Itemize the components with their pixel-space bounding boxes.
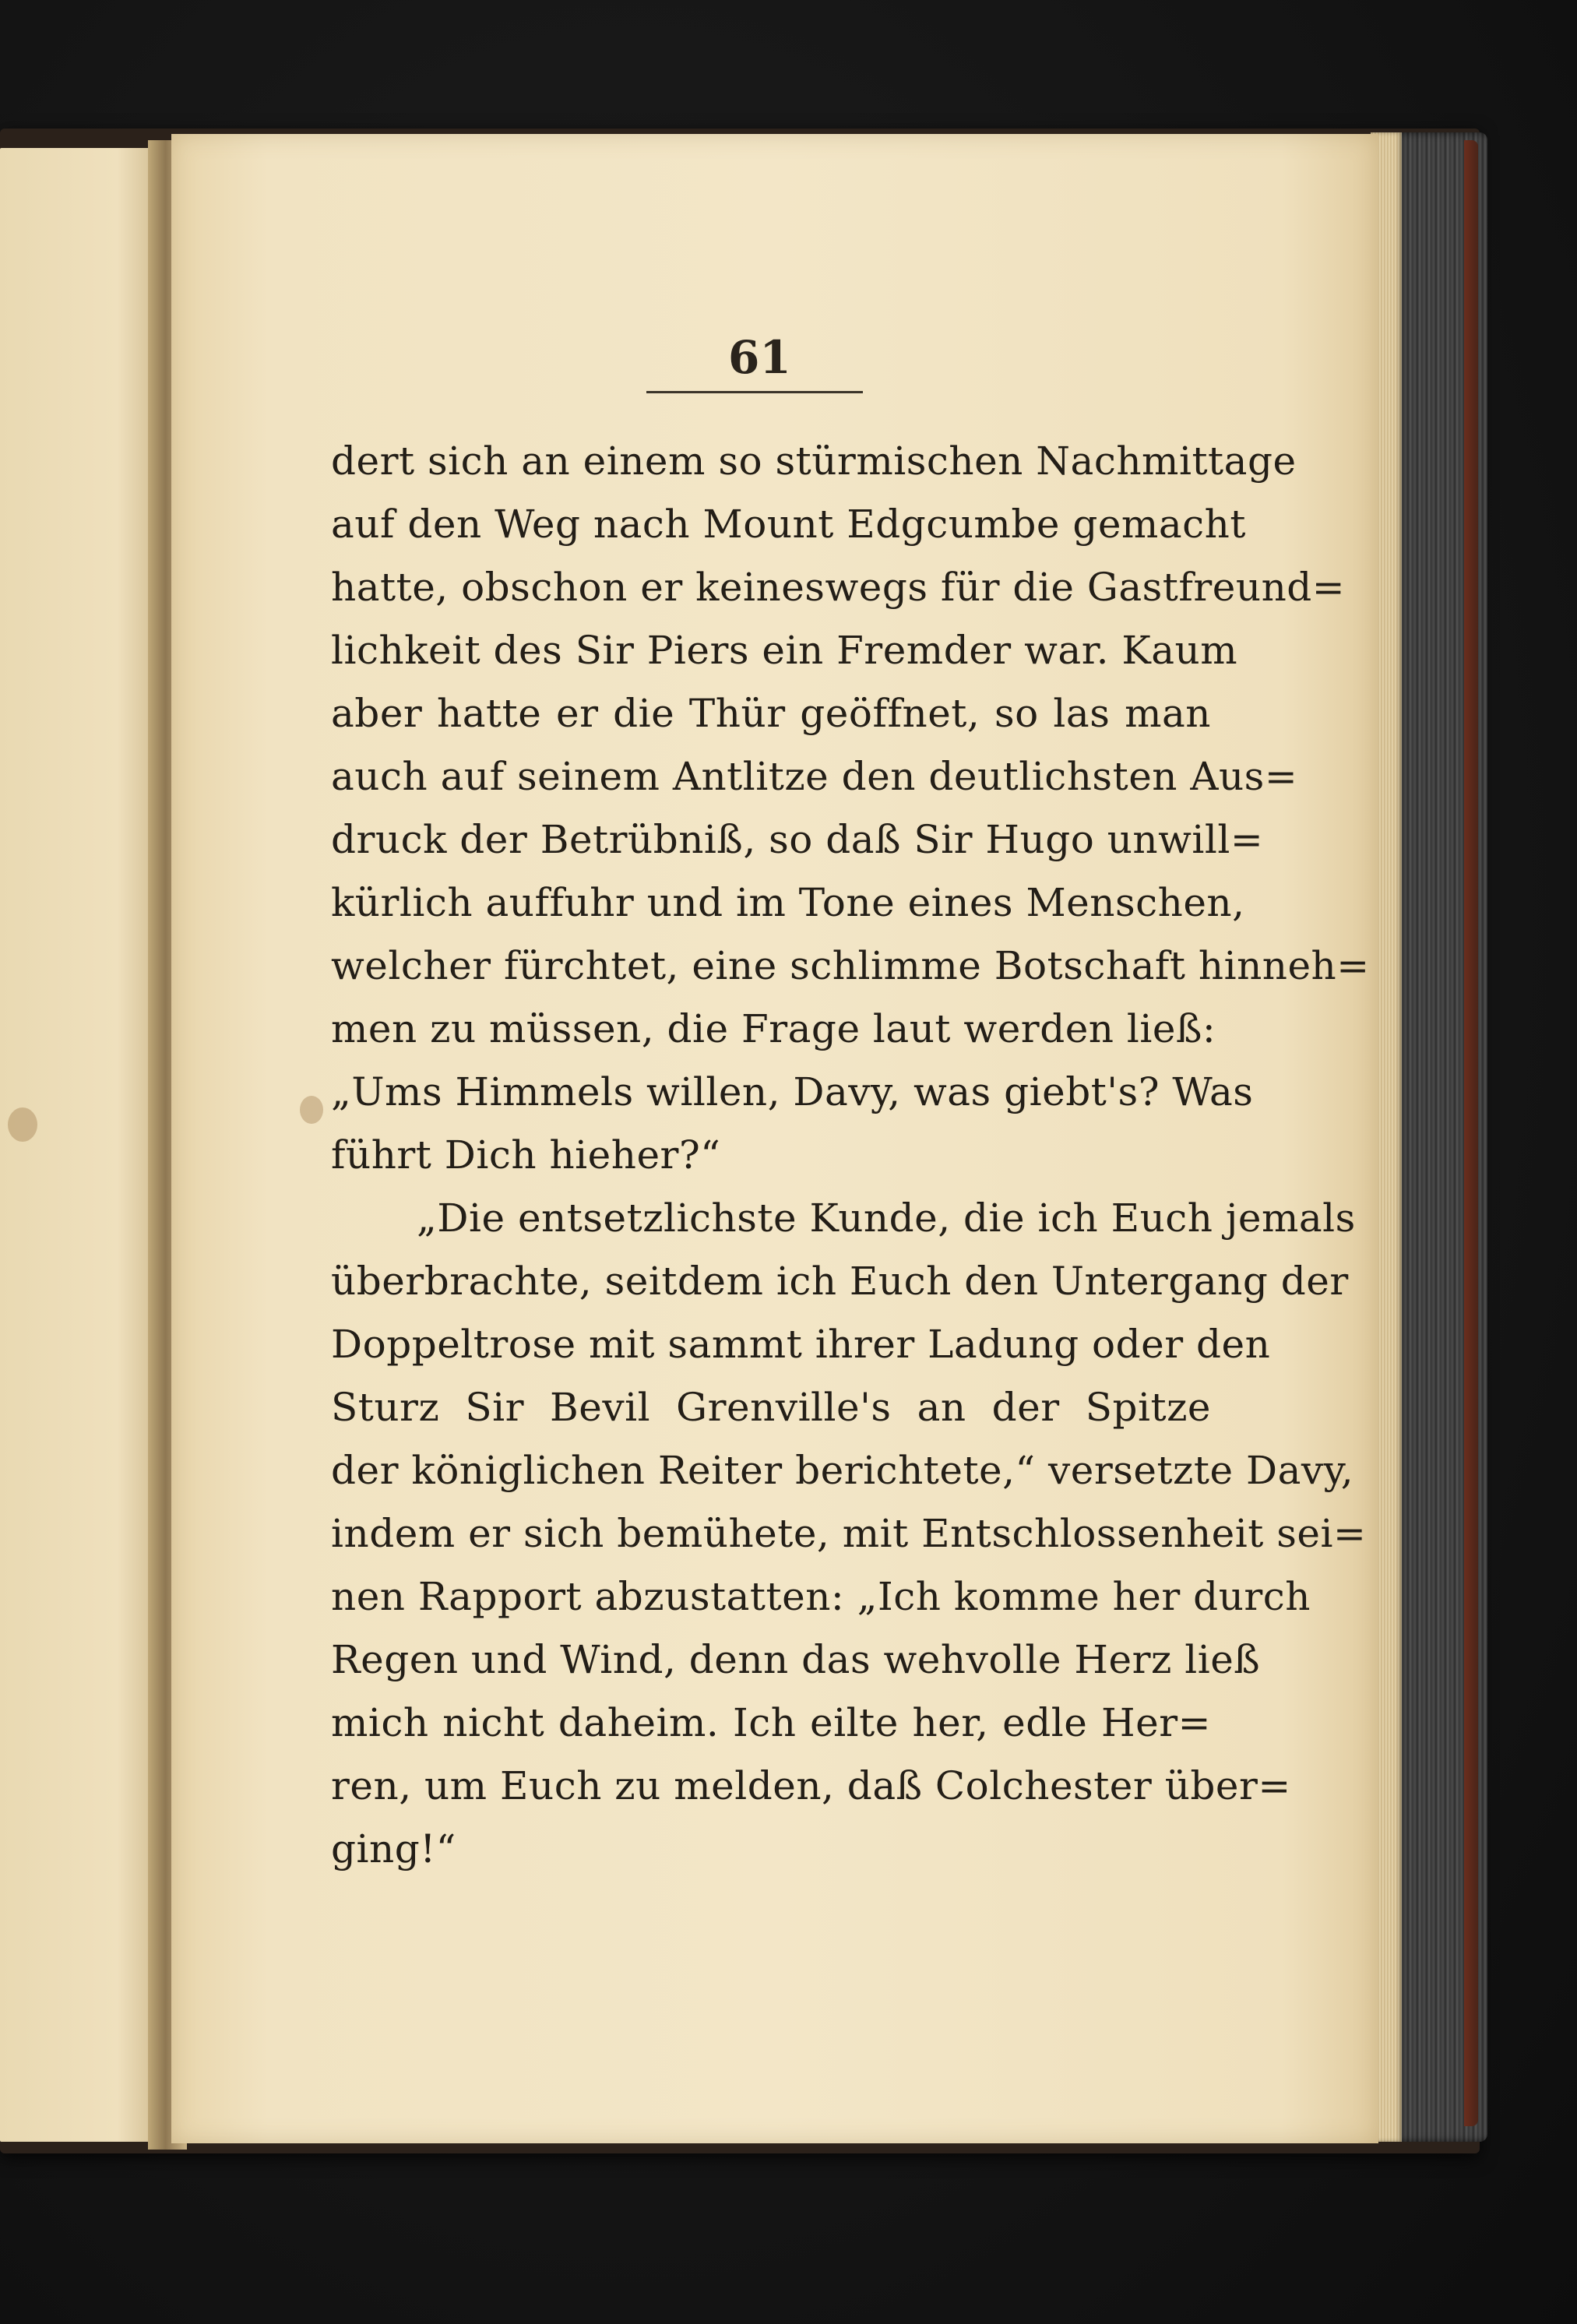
text-line: ging!“	[331, 1826, 456, 1872]
text-line: nen Rapport abzustatten: „Ich komme her durch	[331, 1574, 1311, 1619]
text-line: Sturz Sir Bevil Grenville's an der Spitze	[331, 1385, 1211, 1430]
foxing-spot	[8, 1107, 37, 1142]
text-line: auf den Weg nach Mount Edgcumbe gemacht	[331, 502, 1246, 547]
text-line: der königlichen Reiter berichtete,“ versetzte Davy,	[331, 1448, 1354, 1493]
text-line: mich nicht daheim. Ich eilte her, edle Her=	[331, 1700, 1211, 1745]
text-line: „Die entsetzlichste Kunde, die ich Euch jemals	[417, 1195, 1356, 1241]
text-line: aber hatte er die Thür geöffnet, so las man	[331, 691, 1211, 736]
left-facing-page	[0, 148, 167, 2142]
text-line: Doppeltrose mit sammt ihrer Ladung oder den	[331, 1322, 1271, 1367]
text-line: führt Dich hieher?“	[331, 1132, 721, 1178]
text-line: men zu müssen, die Frage laut werden ließ:	[331, 1006, 1216, 1051]
text-line: Regen und Wind, denn das wehvolle Herz ließ	[331, 1637, 1261, 1682]
text-line: „Ums Himmels willen, Davy, was giebt's? Was	[331, 1069, 1254, 1114]
text-line: überbrachte, seitdem ich Euch den Untergang der	[331, 1259, 1349, 1304]
foxing-spot	[300, 1096, 323, 1124]
text-line: ren, um Euch zu melden, daß Colchester über=	[331, 1763, 1291, 1808]
page-text	[331, 430, 1370, 1881]
text-line: kürlich auffuhr und im Tone eines Menschen,	[331, 880, 1245, 925]
text-line: hatte, obschon er keineswegs für die Gastfreund=	[331, 565, 1346, 610]
text-line: indem er sich bemühete, mit Entschlossenheit sei=	[331, 1511, 1367, 1556]
text-line: welcher fürchtet, eine schlimme Botschaft hinneh=	[331, 943, 1370, 988]
spine-edge	[1464, 140, 1478, 2126]
text-line: druck der Betrübniß, so daß Sir Hugo unwill=	[331, 817, 1264, 862]
text-line: dert sich an einem so stürmischen Nachmittage	[331, 438, 1297, 484]
page-number: 61	[728, 331, 791, 384]
text-line: auch auf seinem Antlitze den deutlichsten Aus=	[331, 754, 1298, 799]
text-line: lichkeit des Sir Piers ein Fremder war. Kaum	[331, 628, 1238, 673]
header-rule	[646, 391, 863, 393]
